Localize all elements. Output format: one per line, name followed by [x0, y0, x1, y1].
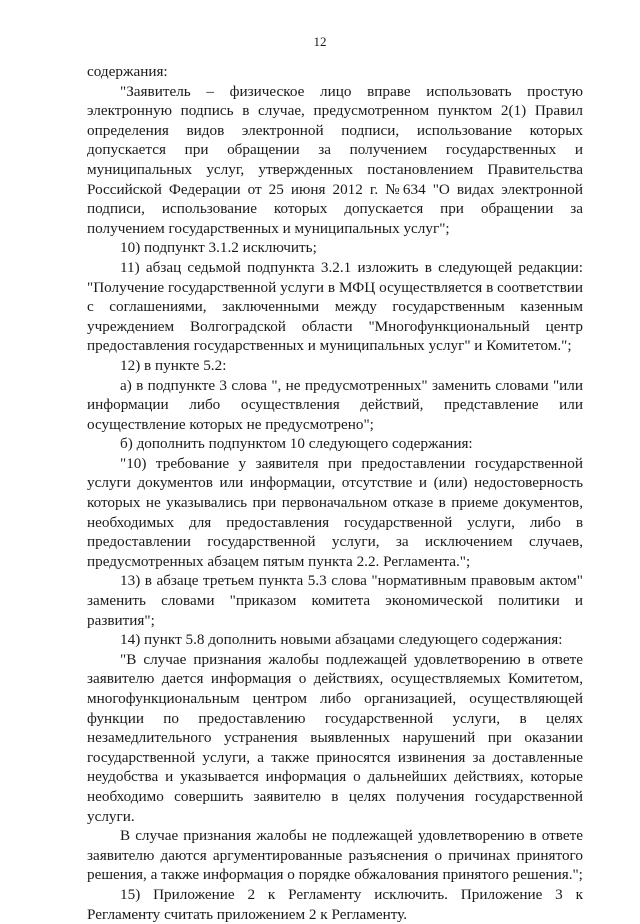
paragraph-5: а) в подпункте 3 слова ", не предусмотренных" заменить словами "или информации либо осуществления действий, представление или осуществление которых не предусмотрено"; [87, 376, 583, 433]
paragraph-1: "Заявитель – физическое лицо вправе использовать простую электронную подпись в случае, предусмотренном пунктом 2(1) Правил определения видов электронной подписи, использование которых допускается при обращении за получением государственных и муниципальных услуг, утвержденных постановлением Правительства Российской Федерации от 25 июня 2012 г. №634 "О видах электронной подписи, использование которых допускается при обращении за получением государственных и муниципальных услуг"; [87, 82, 583, 237]
page-number: 12 [313, 34, 327, 49]
paragraph-9: 14) пункт 5.8 дополнить новыми абзацами следующего содержания: [120, 631, 563, 649]
paragraph-10: "В случае признания жалобы подлежащей удовлетворению в ответе заявителю дается информация о действиях, осуществляемых Комитетом, многофункциональным центром либо организацией, осуществляющей функции по предоставлению государственной услуги, в целях незамедлительного устранения выявленных нарушений при оказании государственной услуги, а также приносятся извинения за доставленные неудобства и указывается информация о дальнейших действиях, которые необходимо совершить заявителю в целях получения государственной услуги. [87, 650, 583, 825]
paragraph-7: "10) требование у заявителя при предоставлении государственной услуги документов или информации, отсутствие и (или) недостоверность которых не указывались при первоначальном отказе в приеме документов, необходимых для предоставления государственной услуги, либо в предоставлении государственной услуги, за исключением случаев, предусмотренных абзацем пятым пункта 2.2. Регламента."; [87, 454, 583, 570]
paragraph-3: 11) абзац седьмой подпункта 3.2.1 изложить в следующей редакции: "Получение государственной услуги в МФЦ осуществляется в соответствии с соглашениями, заключенными между государственным казенным учреждением Волгоградской области "Многофункциональный центр предоставления государственных и муниципальных услуг" и Комитетом."; [87, 258, 583, 355]
document-body [87, 62, 583, 924]
paragraph-6: б) дополнить подпунктом 10 следующего содержания: [120, 435, 473, 453]
paragraph-0: содержания: [87, 63, 168, 80]
paragraph-12: 15) Приложение 2 к Регламенту исключить. Приложение 3 к Регламенту считать приложением 2 к Регламенту. [87, 885, 583, 923]
paragraph-4: 12) в пункте 5.2: [120, 356, 227, 374]
paragraph-2: 10) подпункт 3.1.2 исключить; [120, 239, 317, 257]
paragraph-8: 13) в абзаце третьем пункта 5.3 слова "нормативным правовым актом" заменить словами "приказом комитета экономической политики и развития"; [87, 572, 583, 629]
paragraph-11: В случае признания жалобы не подлежащей удовлетворению в ответе заявителю даются аргументированные разъяснения о причинах принятого решения, а также информация о порядке обжалования принятого решения."; [87, 827, 583, 884]
